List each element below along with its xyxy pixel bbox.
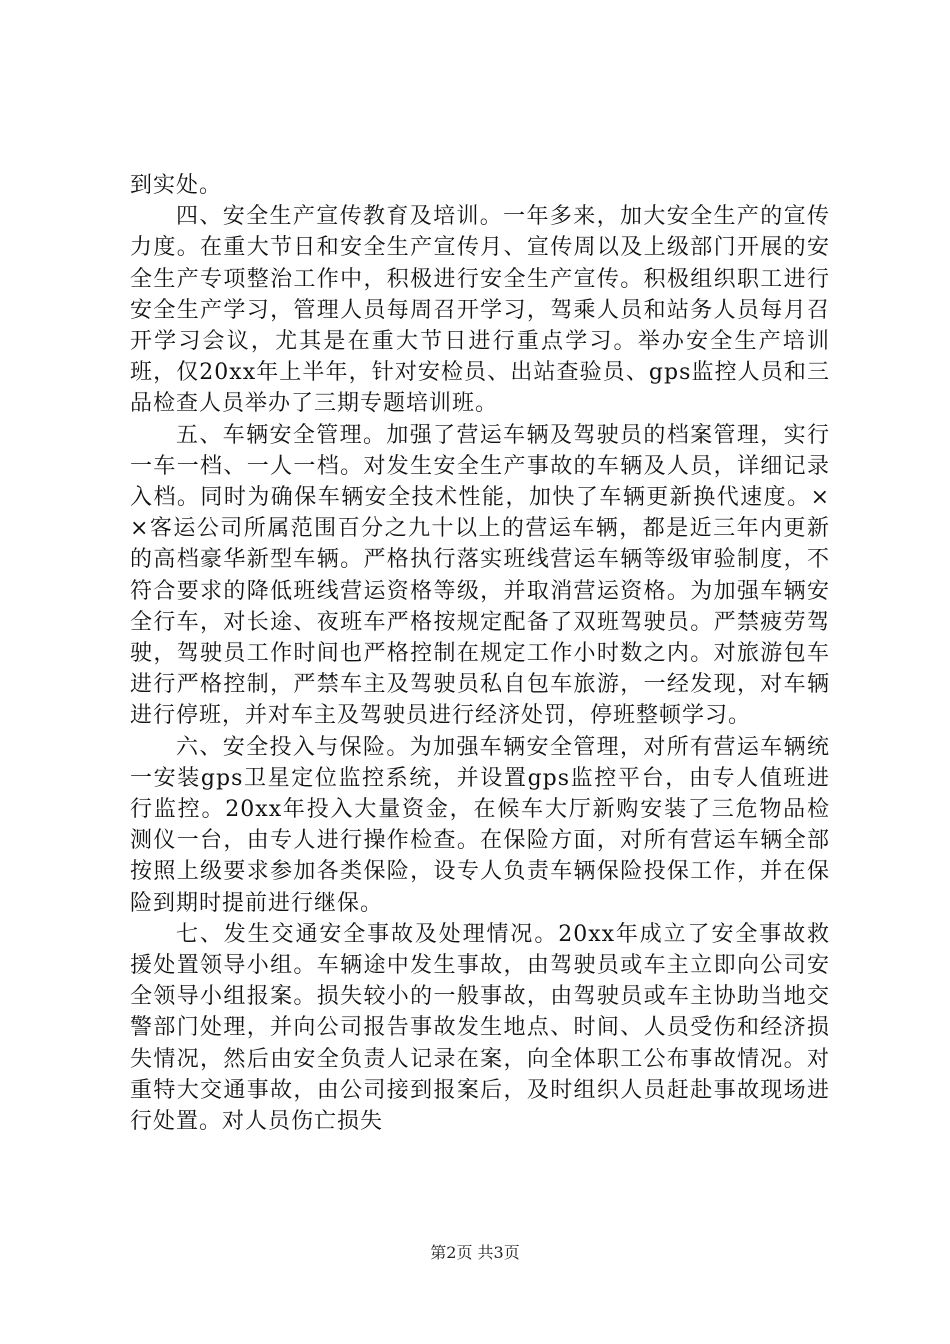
paragraph-section-5: 五、车辆安全管理。加强了营运车辆及驾驶员的档案管理，实行一车一档、一人一档。对发生安全生产事故的车辆及人员，详细记录入档。同时为确保车辆安全技术性能，加快了车辆更新换代速度。××客运公司所属范围百分之九十以上的营运车辆，都是近三年内更新的高档豪华新型车辆。严格执行落实班线营运车辆等级审验制度，不符合要求的降低班线营运资格等级，并取消营运资格。为加强车辆安全行车，对长途、夜班车严格按规定配备了双班驾驶员。严禁疲劳驾驶，驾驶员工作时间也严格控制在规定工作小时数之内。对旅游包车进行严格控制，严禁车主及驾驶员私自包车旅游，一经发现，对车辆进行停班，并对车主及驾驶员进行经济处罚，停班整顿学习。	[130, 422, 830, 729]
paragraph-section-6: 六、安全投入与保险。为加强车辆安全管理，对所有营运车辆统一安装gps卫星定位监控系统，并设置gps监控平台，由专人值班进行监控。20xx年投入大量资金，在候车大厅新购安装了三危物品检测仪一台，由专人进行操作检查。在保险方面，对所有营运车辆全部按照上级要求参加各类保险，设专人负责车辆保险投保工作，并在保险到期时提前进行继保。	[130, 734, 830, 916]
document-body	[130, 170, 830, 1137]
paragraph-continuation: 到实处。	[130, 173, 223, 198]
paragraph-section-4: 四、安全生产宣传教育及培训。一年多来，加大安全生产的宣传力度。在重大节日和安全生产宣传月、宣传周以及上级部门开展的安全生产专项整治工作中，积极进行安全生产宣传。积极组织职工进行安全生产学习，管理人员每周召开学习，驾乘人员和站务人员每月召开学习会议，尤其是在重大节日进行重点学习。举办安全生产培训班，仅20xx年上半年，针对安检员、出站查验员、gps监控人员和三品检查人员举办了三期专题培训班。	[130, 204, 830, 417]
page-number-footer: 第2页 共3页	[430, 1243, 520, 1262]
paragraph-section-7: 七、发生交通安全事故及处理情况。20xx年成立了安全事故救援处置领导小组。车辆途中发生事故，由驾驶员或车主立即向公司安全领导小组报案。损失较小的一般事故，由驾驶员或车主协助当地交警部门处理，并向公司报告事故发生地点、时间、人员受伤和经济损失情况，然后由安全负责人记录在案，向全体职工公布事故情况。对重特大交通事故，由公司接到报案后，及时组织人员赶赴事故现场进行处置。对人员伤亡损失	[130, 921, 830, 1135]
